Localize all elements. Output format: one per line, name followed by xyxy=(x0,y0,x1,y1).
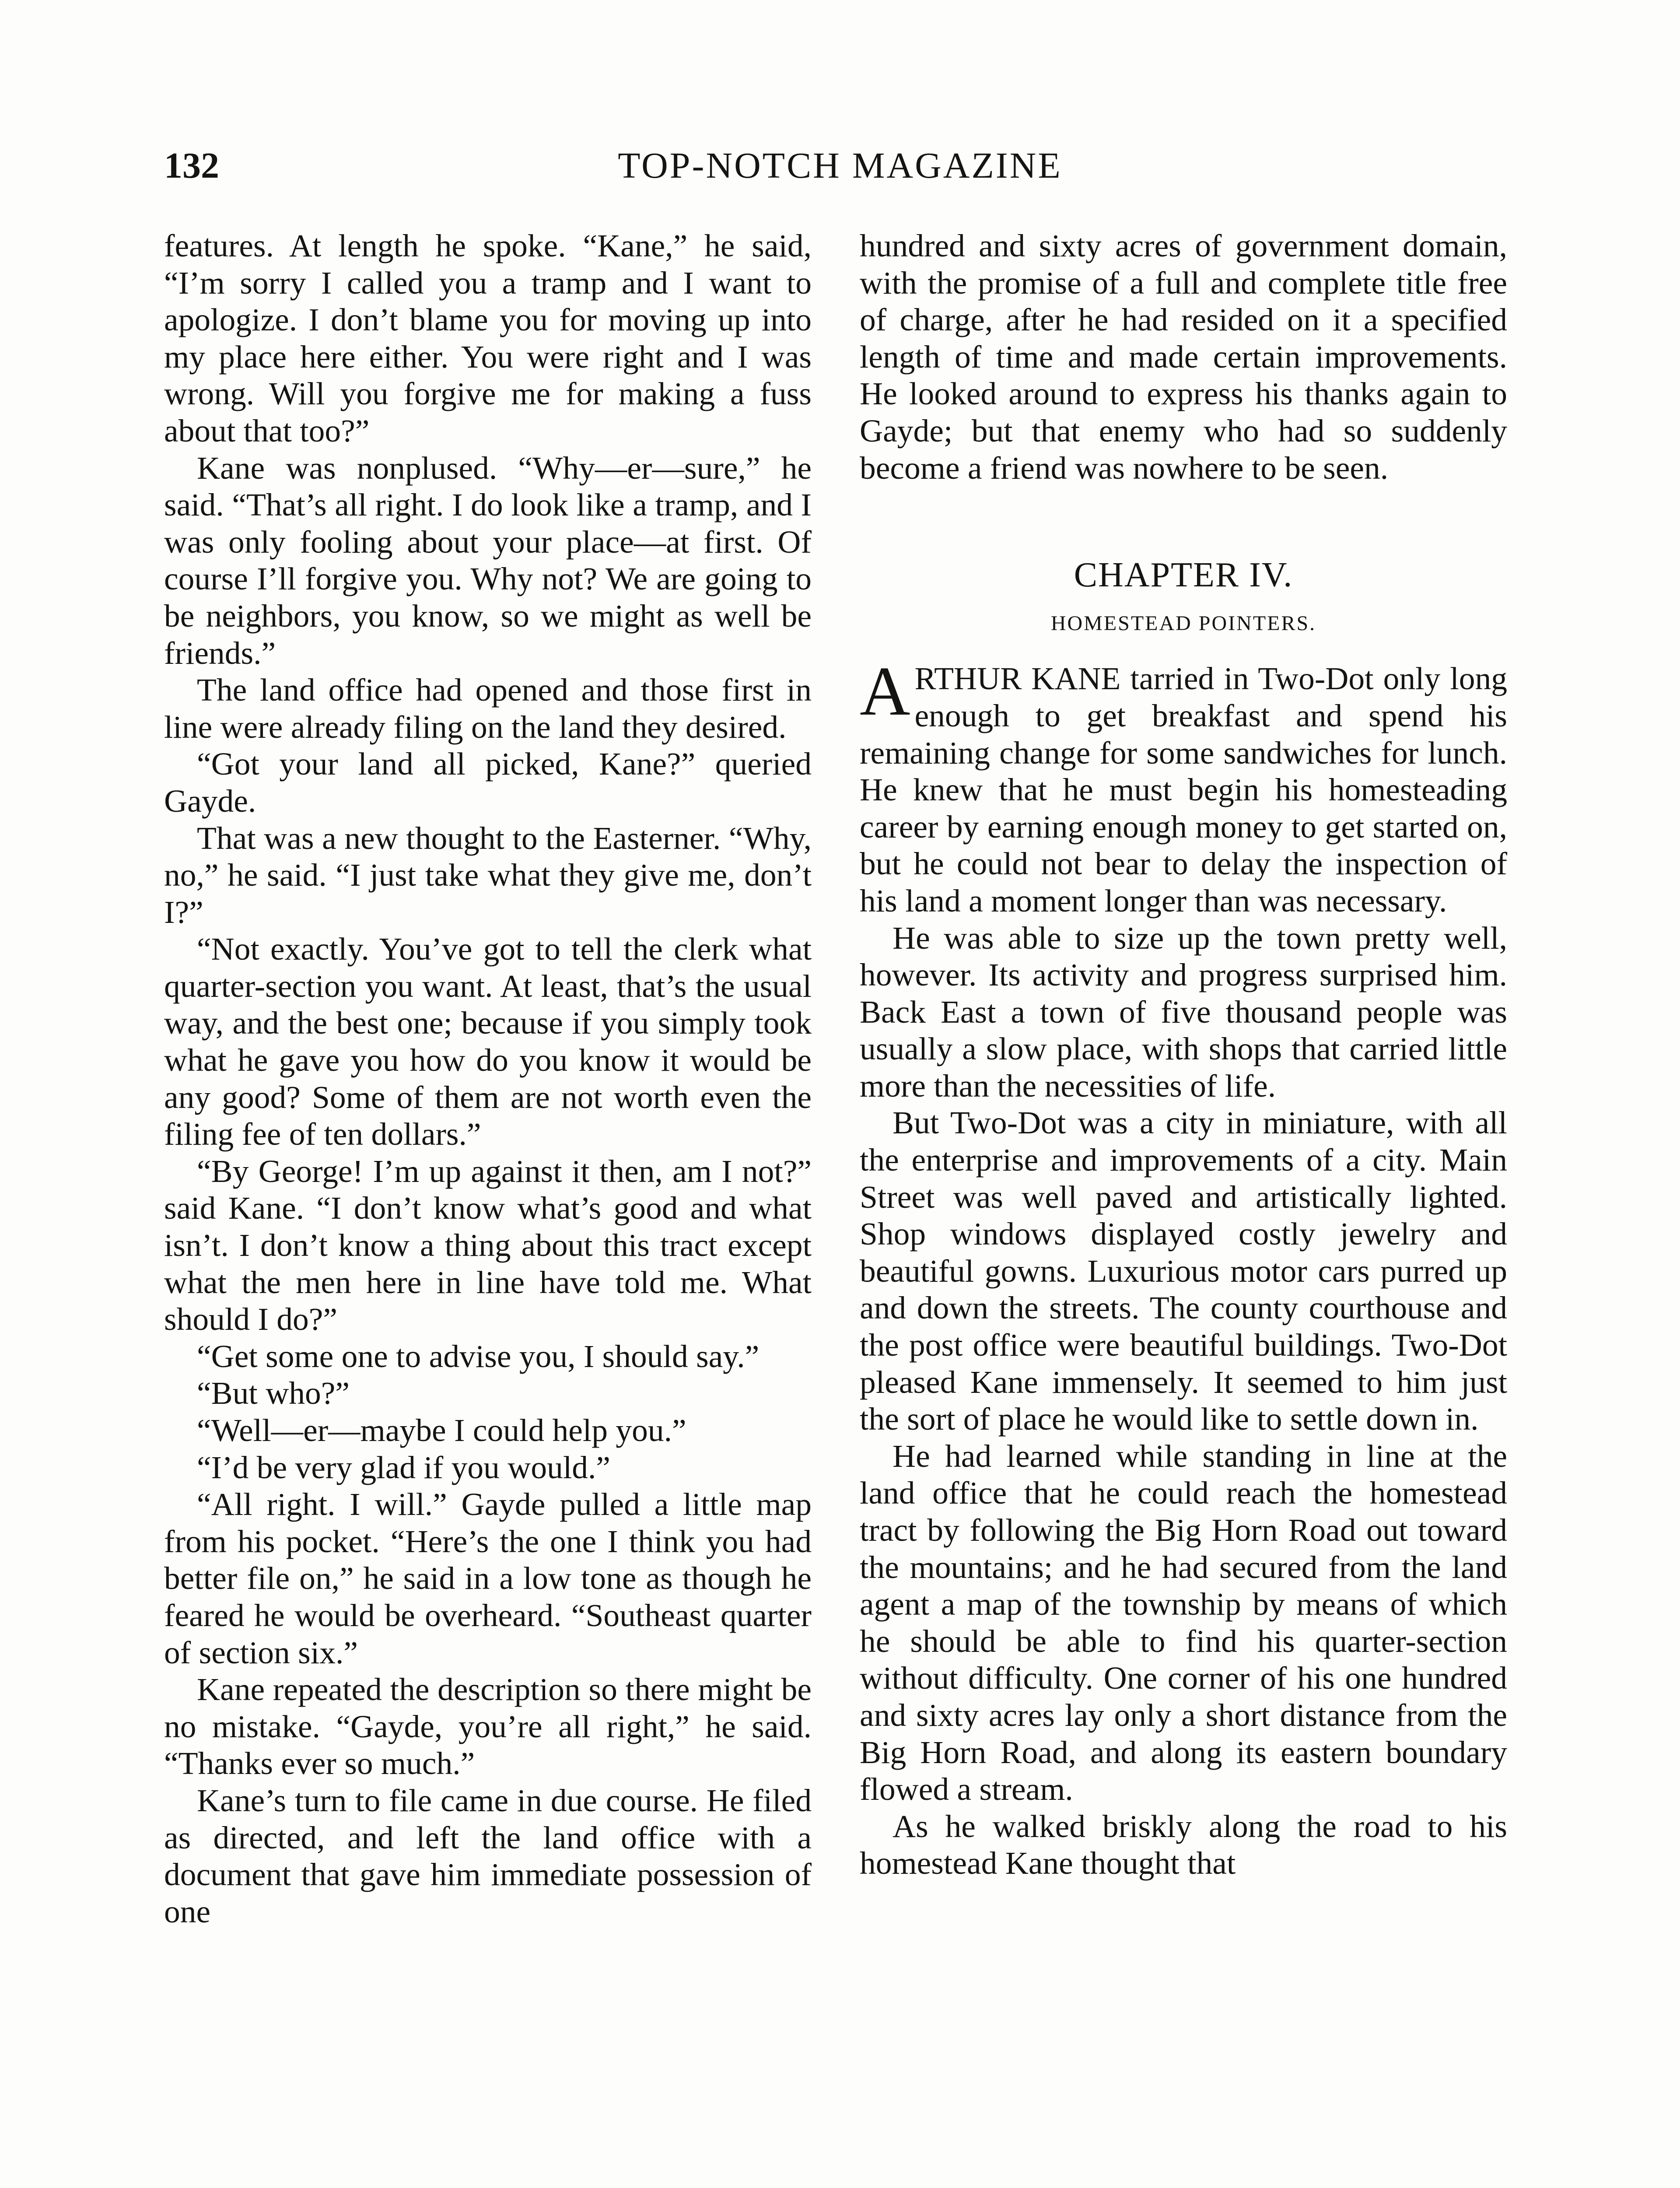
paragraph: But Two-Dot was a city in miniature, with all the enterprise and improvements of a city. Main Street was well paved and artistically lighted. Shop windows displayed costly jewelry and beautiful gowns. Luxurious motor cars purred up and down the streets. The county courthouse and the post office were beautiful buildings. Two-Dot pleased Kane immensely. It seemed to him just the sort of place he would like to settle down in. xyxy=(860,1105,1507,1437)
paragraph: “Well—er—maybe I could help you.” xyxy=(197,1413,686,1448)
paragraph: features. At length he spoke. “Kane,” he said, “I’m sorry I called you a tramp and I want to apologize. I don’t blame you for moving up into my place here either. You were right and I was wrong. Will you forgive me for making a fuss about that too?” xyxy=(164,228,812,449)
paragraph: “Got your land all picked, Kane?” queried Gayde. xyxy=(164,746,812,819)
paragraph: He was able to size up the town pretty well, however. Its activity and progress surprised him. Back East a town of five thousand people was usually a slow place, with shops that carried little more than the necessities of life. xyxy=(860,920,1507,1104)
paragraph: He had learned while standing in line at the land office that he could reach the homestead tract by following the Big Horn Road out toward the mountains; and he had secured from the land agent a map of the township by means of which he should be able to find his quarter-section without difficulty. One corner of his one hundred and sixty acres lay only a short distance from the Big Horn Road, and along its eastern boundary flowed a stream. xyxy=(860,1438,1507,1807)
paragraph: That was a new thought to the Easterner. “Why, no,” he said. “I just take what they give me, don’t I?” xyxy=(164,820,812,930)
paragraph: “Get some one to advise you, I should say.” xyxy=(197,1338,760,1374)
paragraph: The land office had opened and those first in line were already filing on the land they desired. xyxy=(164,672,812,745)
chapter-opening-paragraph xyxy=(860,652,1507,919)
paragraph: “I’d be very glad if you would.” xyxy=(197,1449,610,1485)
page-number: 132 xyxy=(164,145,219,186)
chapter-title: CHAPTER IV. xyxy=(1074,556,1293,595)
paragraph: hundred and sixty acres of government domain, with the promise of a full and complete title free of charge, after he had resided on it a specified length of time and made certain improvements. He looked around to express his thanks again to Gayde; but that enemy who had so suddenly become a friend was nowhere to be seen. xyxy=(860,228,1507,486)
drop-cap: A xyxy=(860,652,910,730)
paragraph: As he walked briskly along the road to his homestead Kane thought that xyxy=(860,1808,1507,1881)
left-column xyxy=(164,228,812,1930)
running-head: TOP-NOTCH MAGAZINE xyxy=(618,145,1062,186)
paragraph: Kane’s turn to file came in due course. He filed as directed, and left the land office with a document that gave him immediate possession of one xyxy=(164,1782,812,1929)
paragraph: “But who?” xyxy=(197,1375,350,1411)
right-column xyxy=(860,228,1507,1882)
paragraph: “By George! I’m up against it then, am I not?” said Kane. “I don’t know what’s good and what isn’t. I don’t know a thing about this tract except what the men here in line have told me. What should I do?” xyxy=(164,1153,812,1337)
opening-text: RTHUR KANE tarried in Two-Dot only long enough to get breakfast and spend his remaining change for some sandwiches for lunch. He knew that he must begin his homesteading career by earning enough money to get started on, but he could not bear to delay the inspection of his land a moment longer than was necessary. xyxy=(860,661,1507,919)
paragraph: “Not exactly. You’ve got to tell the clerk what quarter-section you want. At least, that’s the usual way, and the best one; because if you simply took what he gave you how do you know it would be any good? Some of them are not worth even the filing fee of ten dollars.” xyxy=(164,931,812,1152)
paragraph: Kane repeated the description so there might be no mistake. “Gayde, you’re all right,” he said. “Thanks ever so much.” xyxy=(164,1672,812,1781)
page-header xyxy=(0,0,1680,184)
paragraph: “All right. I will.” Gayde pulled a little map from his pocket. “Here’s the one I think you had better file on,” he said in a low tone as though he feared he would be overheard. “Southeast quarter of section six.” xyxy=(164,1487,812,1670)
chapter-subtitle: HOMESTEAD POINTERS. xyxy=(1050,611,1316,635)
paragraph: Kane was nonplused. “Why—er—sure,” he said. “That’s all right. I do look like a tramp, and I was only fooling about your place—at first. Of course I’ll forgive you. Why not? We are going to be neighbors, you know, so we might as well be friends.” xyxy=(164,450,812,671)
